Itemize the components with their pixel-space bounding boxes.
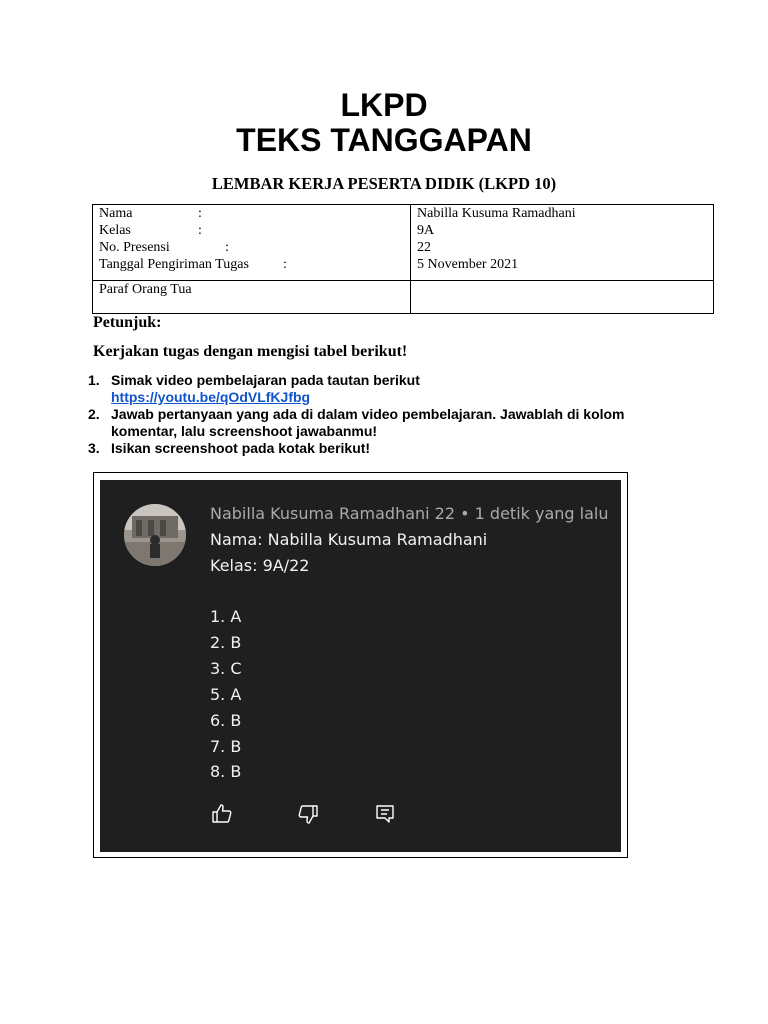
value-presensi: 22 xyxy=(417,240,431,255)
step-text: Jawab pertanyaan yang ada di dalam video pembelajaran. Jawablah di kolom komentar, lalu screenshoot jawabanmu! xyxy=(111,406,625,439)
thumbs-down-icon[interactable] xyxy=(296,802,320,826)
step-number: 3. xyxy=(88,440,100,456)
instruction-text: Kerjakan tugas dengan mengisi tabel berikut! xyxy=(93,343,408,360)
info-values-cell xyxy=(411,205,714,281)
colon: : xyxy=(225,240,229,255)
comment-author-meta: Nabilla Kusuma Ramadhani 22 • 1 detik yang lalu xyxy=(210,504,609,523)
info-labels-cell xyxy=(93,205,411,281)
comment-line: 8. B xyxy=(210,762,242,781)
comment-line: 6. B xyxy=(210,711,242,730)
doc-title: LKPD xyxy=(340,87,428,123)
comment-line: 1. A xyxy=(210,607,242,626)
label-kelas: Kelas xyxy=(99,223,131,238)
colon: : xyxy=(283,257,287,272)
colon: : xyxy=(198,223,202,238)
student-info-table xyxy=(92,204,714,314)
comment-line: Kelas: 9A/22 xyxy=(210,556,310,575)
comment-line: 3. C xyxy=(210,659,242,678)
paraf-value xyxy=(417,281,707,298)
steps-list xyxy=(86,372,656,457)
comment-line: Nama: Nabilla Kusuma Ramadhani xyxy=(210,530,488,549)
colon: : xyxy=(198,206,202,221)
doc-subtitle: LEMBAR KERJA PESERTA DIDIK (LKPD 10) xyxy=(211,174,557,193)
paraf-value-cell xyxy=(411,281,714,314)
list-item xyxy=(86,372,656,406)
step-number: 2. xyxy=(88,406,100,422)
list-item xyxy=(86,406,656,440)
comment-line: 5. A xyxy=(210,685,242,704)
step-number: 1. xyxy=(88,372,100,388)
label-presensi: No. Presensi xyxy=(99,240,170,255)
list-item xyxy=(86,440,656,457)
label-tanggal: Tanggal Pengiriman Tugas xyxy=(99,257,249,272)
comment-line: 7. B xyxy=(210,737,242,756)
value-tanggal: 5 November 2021 xyxy=(417,257,519,272)
screenshot-box xyxy=(93,472,628,858)
doc-subject: TEKS TANGGAPAN xyxy=(236,122,532,158)
reply-icon[interactable] xyxy=(373,802,397,826)
label-nama: Nama xyxy=(99,206,133,221)
step-text: Simak video pembelajaran pada tautan berikut xyxy=(111,372,420,388)
comment-line: 2. B xyxy=(210,633,242,652)
value-kelas: 9A xyxy=(417,223,435,238)
video-link[interactable]: https://youtu.be/qOdVLfKJfbg xyxy=(111,389,311,405)
paraf-label-cell xyxy=(93,281,411,314)
thumbs-up-icon[interactable] xyxy=(210,802,234,826)
comment-screenshot xyxy=(100,480,621,852)
value-nama: Nabilla Kusuma Ramadhani xyxy=(417,206,576,221)
petunjuk-heading: Petunjuk: xyxy=(93,314,162,331)
paraf-label: Paraf Orang Tua xyxy=(99,282,192,297)
step-text: Isikan screenshoot pada kotak berikut! xyxy=(111,440,371,456)
avatar xyxy=(124,504,186,566)
